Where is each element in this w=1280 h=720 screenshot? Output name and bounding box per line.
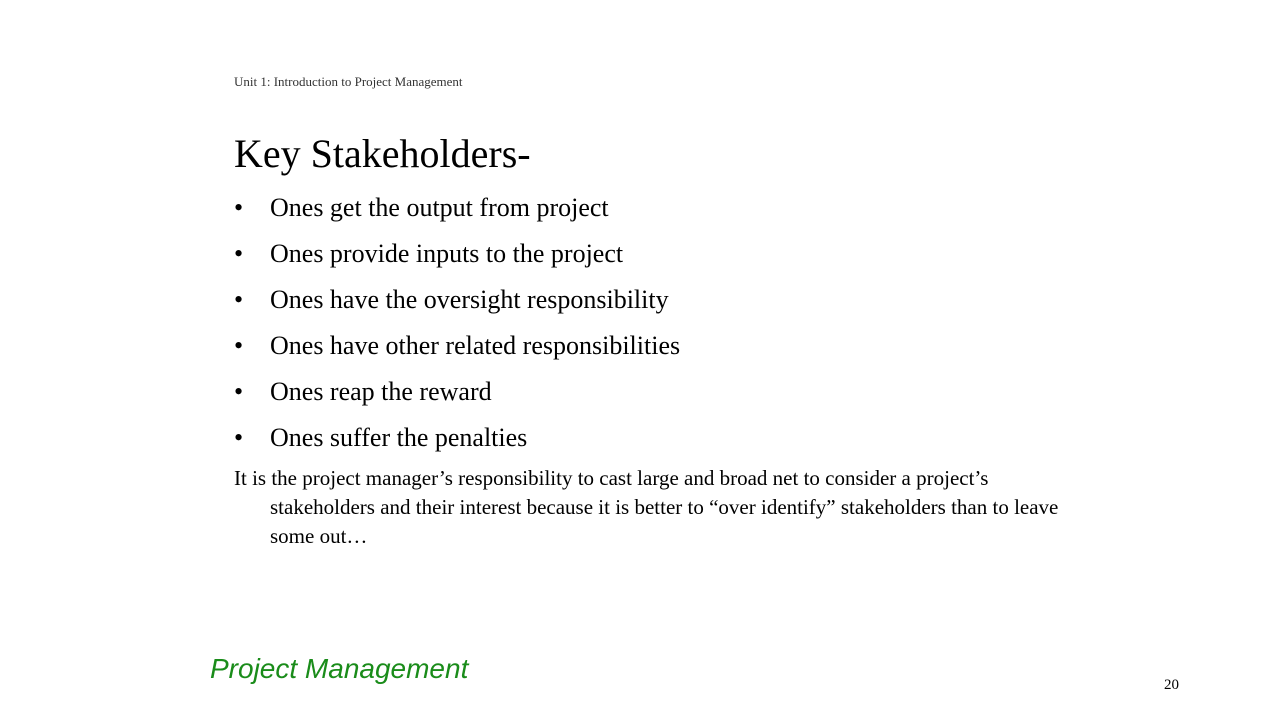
body-paragraph: It is the project manager’s responsibility to cast large and broad net to consider a project’s stakeholders and their interest because it is better to “over identify” stakeholders than to leave some out… bbox=[234, 466, 1059, 548]
list-item bbox=[234, 323, 1034, 369]
page-number: 20 bbox=[1164, 677, 1179, 693]
bullet-dot: • bbox=[234, 239, 244, 268]
list-item-text: Ones get the output from project bbox=[270, 193, 609, 222]
list-item-text: Ones have the oversight responsibility bbox=[270, 285, 669, 314]
list-item bbox=[234, 369, 1034, 415]
list-item bbox=[234, 415, 1034, 461]
bullet-dot: • bbox=[234, 423, 244, 452]
slide-title: Key Stakeholders- bbox=[234, 131, 531, 176]
bullet-dot: • bbox=[234, 285, 244, 314]
bullet-list bbox=[234, 185, 1034, 461]
list-item bbox=[234, 277, 1034, 323]
list-item-text: Ones suffer the penalties bbox=[270, 423, 528, 452]
list-item-text: Ones provide inputs to the project bbox=[270, 239, 624, 268]
bullet-dot: • bbox=[234, 193, 244, 222]
unit-header: Unit 1: Introduction to Project Management bbox=[234, 74, 463, 89]
list-item-text: Ones reap the reward bbox=[270, 377, 492, 406]
footer-title: Project Management bbox=[210, 653, 469, 684]
list-item bbox=[234, 231, 1034, 277]
list-item bbox=[234, 185, 1034, 231]
bullet-dot: • bbox=[234, 377, 244, 406]
list-item-text: Ones have other related responsibilities bbox=[270, 331, 681, 360]
bullet-dot: • bbox=[234, 331, 244, 360]
